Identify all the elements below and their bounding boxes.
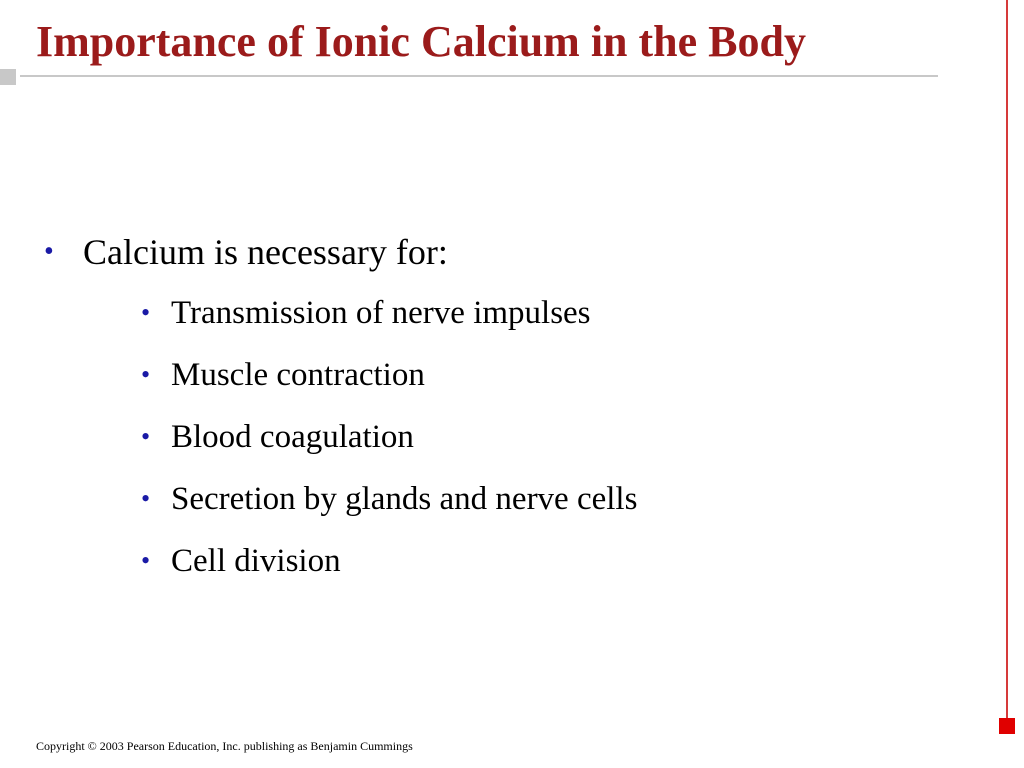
bullet-dot: • — [141, 546, 151, 575]
sub-bullet-text: Cell division — [171, 543, 341, 579]
bullet-dot: • — [141, 298, 151, 327]
main-bullet-text: Calcium is necessary for: — [83, 232, 448, 272]
copyright-footer: Copyright © 2003 Pearson Education, Inc. publishing as Benjamin Cummings — [36, 739, 413, 753]
bullet-dot: • — [44, 236, 54, 267]
left-decor-square — [0, 69, 16, 85]
right-decor-square — [999, 718, 1015, 734]
list-item — [83, 406, 637, 468]
bullet-list — [40, 228, 637, 592]
sub-bullet-text: Secretion by glands and nerve cells — [171, 481, 638, 517]
bullet-dot: • — [141, 360, 151, 389]
list-item-main — [40, 228, 637, 592]
list-item — [83, 530, 637, 592]
sub-bullet-text: Blood coagulation — [171, 419, 414, 455]
title-divider — [20, 75, 938, 77]
bullet-dot: • — [141, 422, 151, 451]
sub-bullet-list — [83, 282, 637, 592]
slide-title: Importance of Ionic Calcium in the Body — [36, 17, 806, 66]
sub-bullet-text: Muscle contraction — [171, 357, 425, 393]
list-item — [83, 282, 637, 344]
list-item — [83, 344, 637, 406]
list-item — [83, 468, 637, 530]
right-decor-line — [1006, 0, 1008, 718]
bullet-dot: • — [141, 484, 151, 513]
sub-bullet-text: Transmission of nerve impulses — [171, 295, 591, 331]
